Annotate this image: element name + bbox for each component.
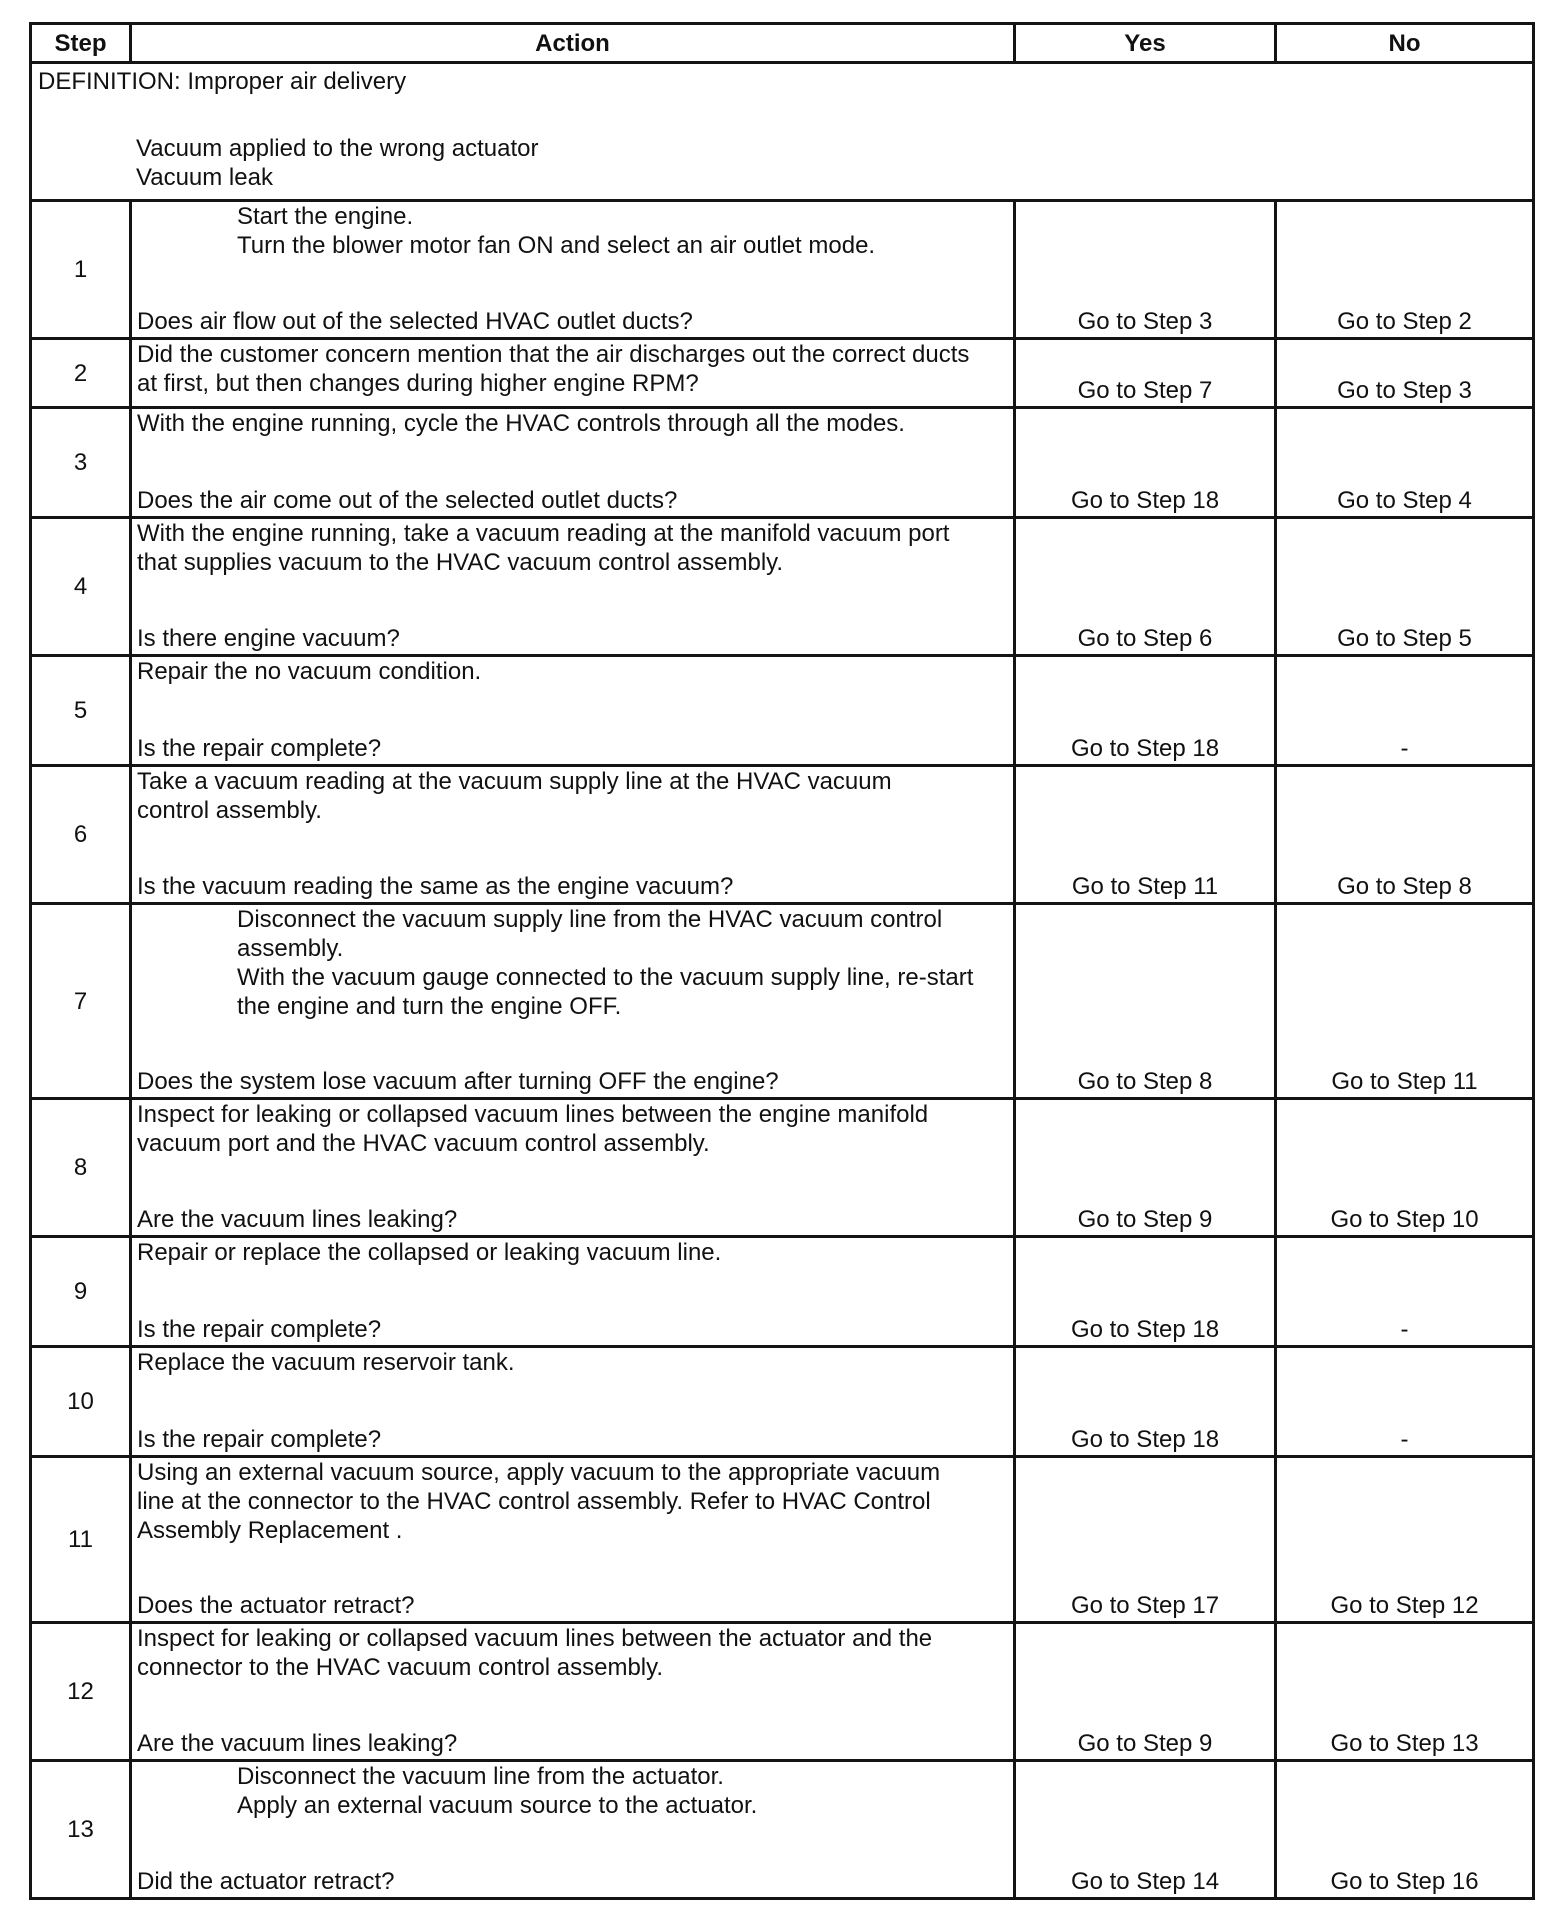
- yes-result: Go to Step 18: [1015, 1237, 1276, 1347]
- definition-title: DEFINITION: Improper air delivery: [38, 68, 407, 95]
- action-cell: [131, 904, 1015, 1099]
- action-question: Did the actuator retract?: [137, 1868, 395, 1895]
- no-result: -: [1276, 1347, 1534, 1457]
- yes-result: Go to Step 18: [1015, 1347, 1276, 1457]
- yes-result: Go to Step 9: [1015, 1623, 1276, 1761]
- header-yes: Yes: [1015, 24, 1276, 63]
- action-question: Is the repair complete?: [137, 1426, 382, 1453]
- step-row: [31, 904, 1534, 1099]
- step-row: [31, 339, 1534, 408]
- yes-result: Go to Step 7: [1015, 339, 1276, 408]
- action-line: vacuum port and the HVAC vacuum control assembly.: [137, 1130, 710, 1157]
- yes-result: Go to Step 6: [1015, 518, 1276, 656]
- action-line: Repair the no vacuum condition.: [137, 658, 482, 685]
- no-result: Go to Step 16: [1276, 1761, 1534, 1899]
- yes-result: Go to Step 11: [1015, 766, 1276, 904]
- header-action: Action: [131, 24, 1015, 63]
- definition-row: [31, 63, 1534, 201]
- step-number: 11: [31, 1457, 131, 1623]
- action-cell: [131, 1761, 1015, 1899]
- action-line: assembly.: [237, 935, 344, 962]
- action-cell: [131, 1347, 1015, 1457]
- yes-result: Go to Step 9: [1015, 1099, 1276, 1237]
- action-line: Disconnect the vacuum line from the actuator.: [237, 1763, 724, 1790]
- action-line: With the vacuum gauge connected to the vacuum supply line, re-start: [237, 964, 974, 991]
- yes-result: Go to Step 18: [1015, 408, 1276, 518]
- action-line: that supplies vacuum to the HVAC vacuum control assembly.: [137, 549, 784, 576]
- action-question: Is the vacuum reading the same as the engine vacuum?: [137, 873, 734, 900]
- no-result: Go to Step 8: [1276, 766, 1534, 904]
- action-question: Does the actuator retract?: [137, 1592, 415, 1619]
- step-row: [31, 656, 1534, 766]
- step-row: [31, 1099, 1534, 1237]
- step-row: [31, 766, 1534, 904]
- step-number: 9: [31, 1237, 131, 1347]
- action-cell: [131, 201, 1015, 339]
- step-number: 5: [31, 656, 131, 766]
- action-line: Disconnect the vacuum supply line from the HVAC vacuum control: [237, 906, 943, 933]
- definition-item: Vacuum leak: [136, 164, 273, 191]
- step-row: [31, 1623, 1534, 1761]
- action-line: Repair or replace the collapsed or leaking vacuum line.: [137, 1239, 722, 1266]
- step-row: [31, 408, 1534, 518]
- yes-result: Go to Step 8: [1015, 904, 1276, 1099]
- action-line: Turn the blower motor fan ON and select an air outlet mode.: [237, 232, 876, 259]
- no-result: Go to Step 12: [1276, 1457, 1534, 1623]
- step-number: 6: [31, 766, 131, 904]
- no-result: Go to Step 13: [1276, 1623, 1534, 1761]
- action-cell: [131, 339, 1015, 408]
- action-question: Does air flow out of the selected HVAC outlet ducts?: [137, 308, 693, 335]
- step-number: 8: [31, 1099, 131, 1237]
- step-number: 3: [31, 408, 131, 518]
- action-line: Did the customer concern mention that the air discharges out the correct ducts: [137, 341, 970, 368]
- yes-result: Go to Step 14: [1015, 1761, 1276, 1899]
- definition-item: Vacuum applied to the wrong actuator: [136, 135, 539, 162]
- action-question: Is the repair complete?: [137, 1316, 382, 1343]
- action-cell: [131, 656, 1015, 766]
- action-cell: [131, 766, 1015, 904]
- action-line: Replace the vacuum reservoir tank.: [137, 1349, 515, 1376]
- action-question: Is there engine vacuum?: [137, 625, 400, 652]
- action-line: Assembly Replacement .: [137, 1517, 403, 1544]
- no-result: Go to Step 4: [1276, 408, 1534, 518]
- no-result: -: [1276, 656, 1534, 766]
- action-cell: [131, 518, 1015, 656]
- step-number: 12: [31, 1623, 131, 1761]
- action-line: Inspect for leaking or collapsed vacuum lines between the actuator and the: [137, 1625, 933, 1652]
- action-cell: [131, 408, 1015, 518]
- action-line: at first, but then changes during higher engine RPM?: [137, 370, 699, 397]
- action-question: Does the system lose vacuum after turning OFF the engine?: [137, 1068, 779, 1095]
- step-number: 13: [31, 1761, 131, 1899]
- action-line: Using an external vacuum source, apply vacuum to the appropriate vacuum: [137, 1459, 941, 1486]
- no-result: Go to Step 10: [1276, 1099, 1534, 1237]
- action-cell: [131, 1623, 1015, 1761]
- step-row: [31, 1347, 1534, 1457]
- step-row: [31, 1237, 1534, 1347]
- step-row: [31, 1761, 1534, 1899]
- action-cell: [131, 1237, 1015, 1347]
- step-number: 4: [31, 518, 131, 656]
- no-result: Go to Step 5: [1276, 518, 1534, 656]
- step-row: [31, 201, 1534, 339]
- header-no: No: [1276, 24, 1534, 63]
- yes-result: Go to Step 17: [1015, 1457, 1276, 1623]
- step-number: 10: [31, 1347, 131, 1457]
- action-line: connector to the HVAC vacuum control assembly.: [137, 1654, 664, 1681]
- yes-result: Go to Step 3: [1015, 201, 1276, 339]
- step-row: [31, 1457, 1534, 1623]
- definition-cell: [31, 63, 1534, 201]
- action-cell: [131, 1457, 1015, 1623]
- action-line: With the engine running, take a vacuum reading at the manifold vacuum port: [137, 520, 950, 547]
- step-number: 2: [31, 339, 131, 408]
- action-line: Start the engine.: [237, 203, 414, 230]
- action-line: Take a vacuum reading at the vacuum supply line at the HVAC vacuum: [137, 768, 892, 795]
- yes-result: Go to Step 18: [1015, 656, 1276, 766]
- action-cell: [131, 1099, 1015, 1237]
- action-line: control assembly.: [137, 797, 322, 824]
- no-result: -: [1276, 1237, 1534, 1347]
- header-step: Step: [31, 24, 131, 63]
- step-number: 7: [31, 904, 131, 1099]
- action-question: Are the vacuum lines leaking?: [137, 1206, 458, 1233]
- step-number: 1: [31, 201, 131, 339]
- header-row: [31, 24, 1534, 63]
- no-result: Go to Step 3: [1276, 339, 1534, 408]
- step-row: [31, 518, 1534, 656]
- action-line: With the engine running, cycle the HVAC controls through all the modes.: [137, 410, 905, 437]
- action-line: the engine and turn the engine OFF.: [237, 993, 622, 1020]
- action-question: Does the air come out of the selected outlet ducts?: [137, 487, 678, 514]
- action-question: Is the repair complete?: [137, 735, 382, 762]
- action-line: Apply an external vacuum source to the actuator.: [237, 1792, 758, 1819]
- diagnostic-table: [29, 22, 1535, 1900]
- no-result: Go to Step 11: [1276, 904, 1534, 1099]
- no-result: Go to Step 2: [1276, 201, 1534, 339]
- action-line: line at the connector to the HVAC control assembly. Refer to HVAC Control: [137, 1488, 931, 1515]
- action-question: Are the vacuum lines leaking?: [137, 1730, 458, 1757]
- action-line: Inspect for leaking or collapsed vacuum lines between the engine manifold: [137, 1101, 929, 1128]
